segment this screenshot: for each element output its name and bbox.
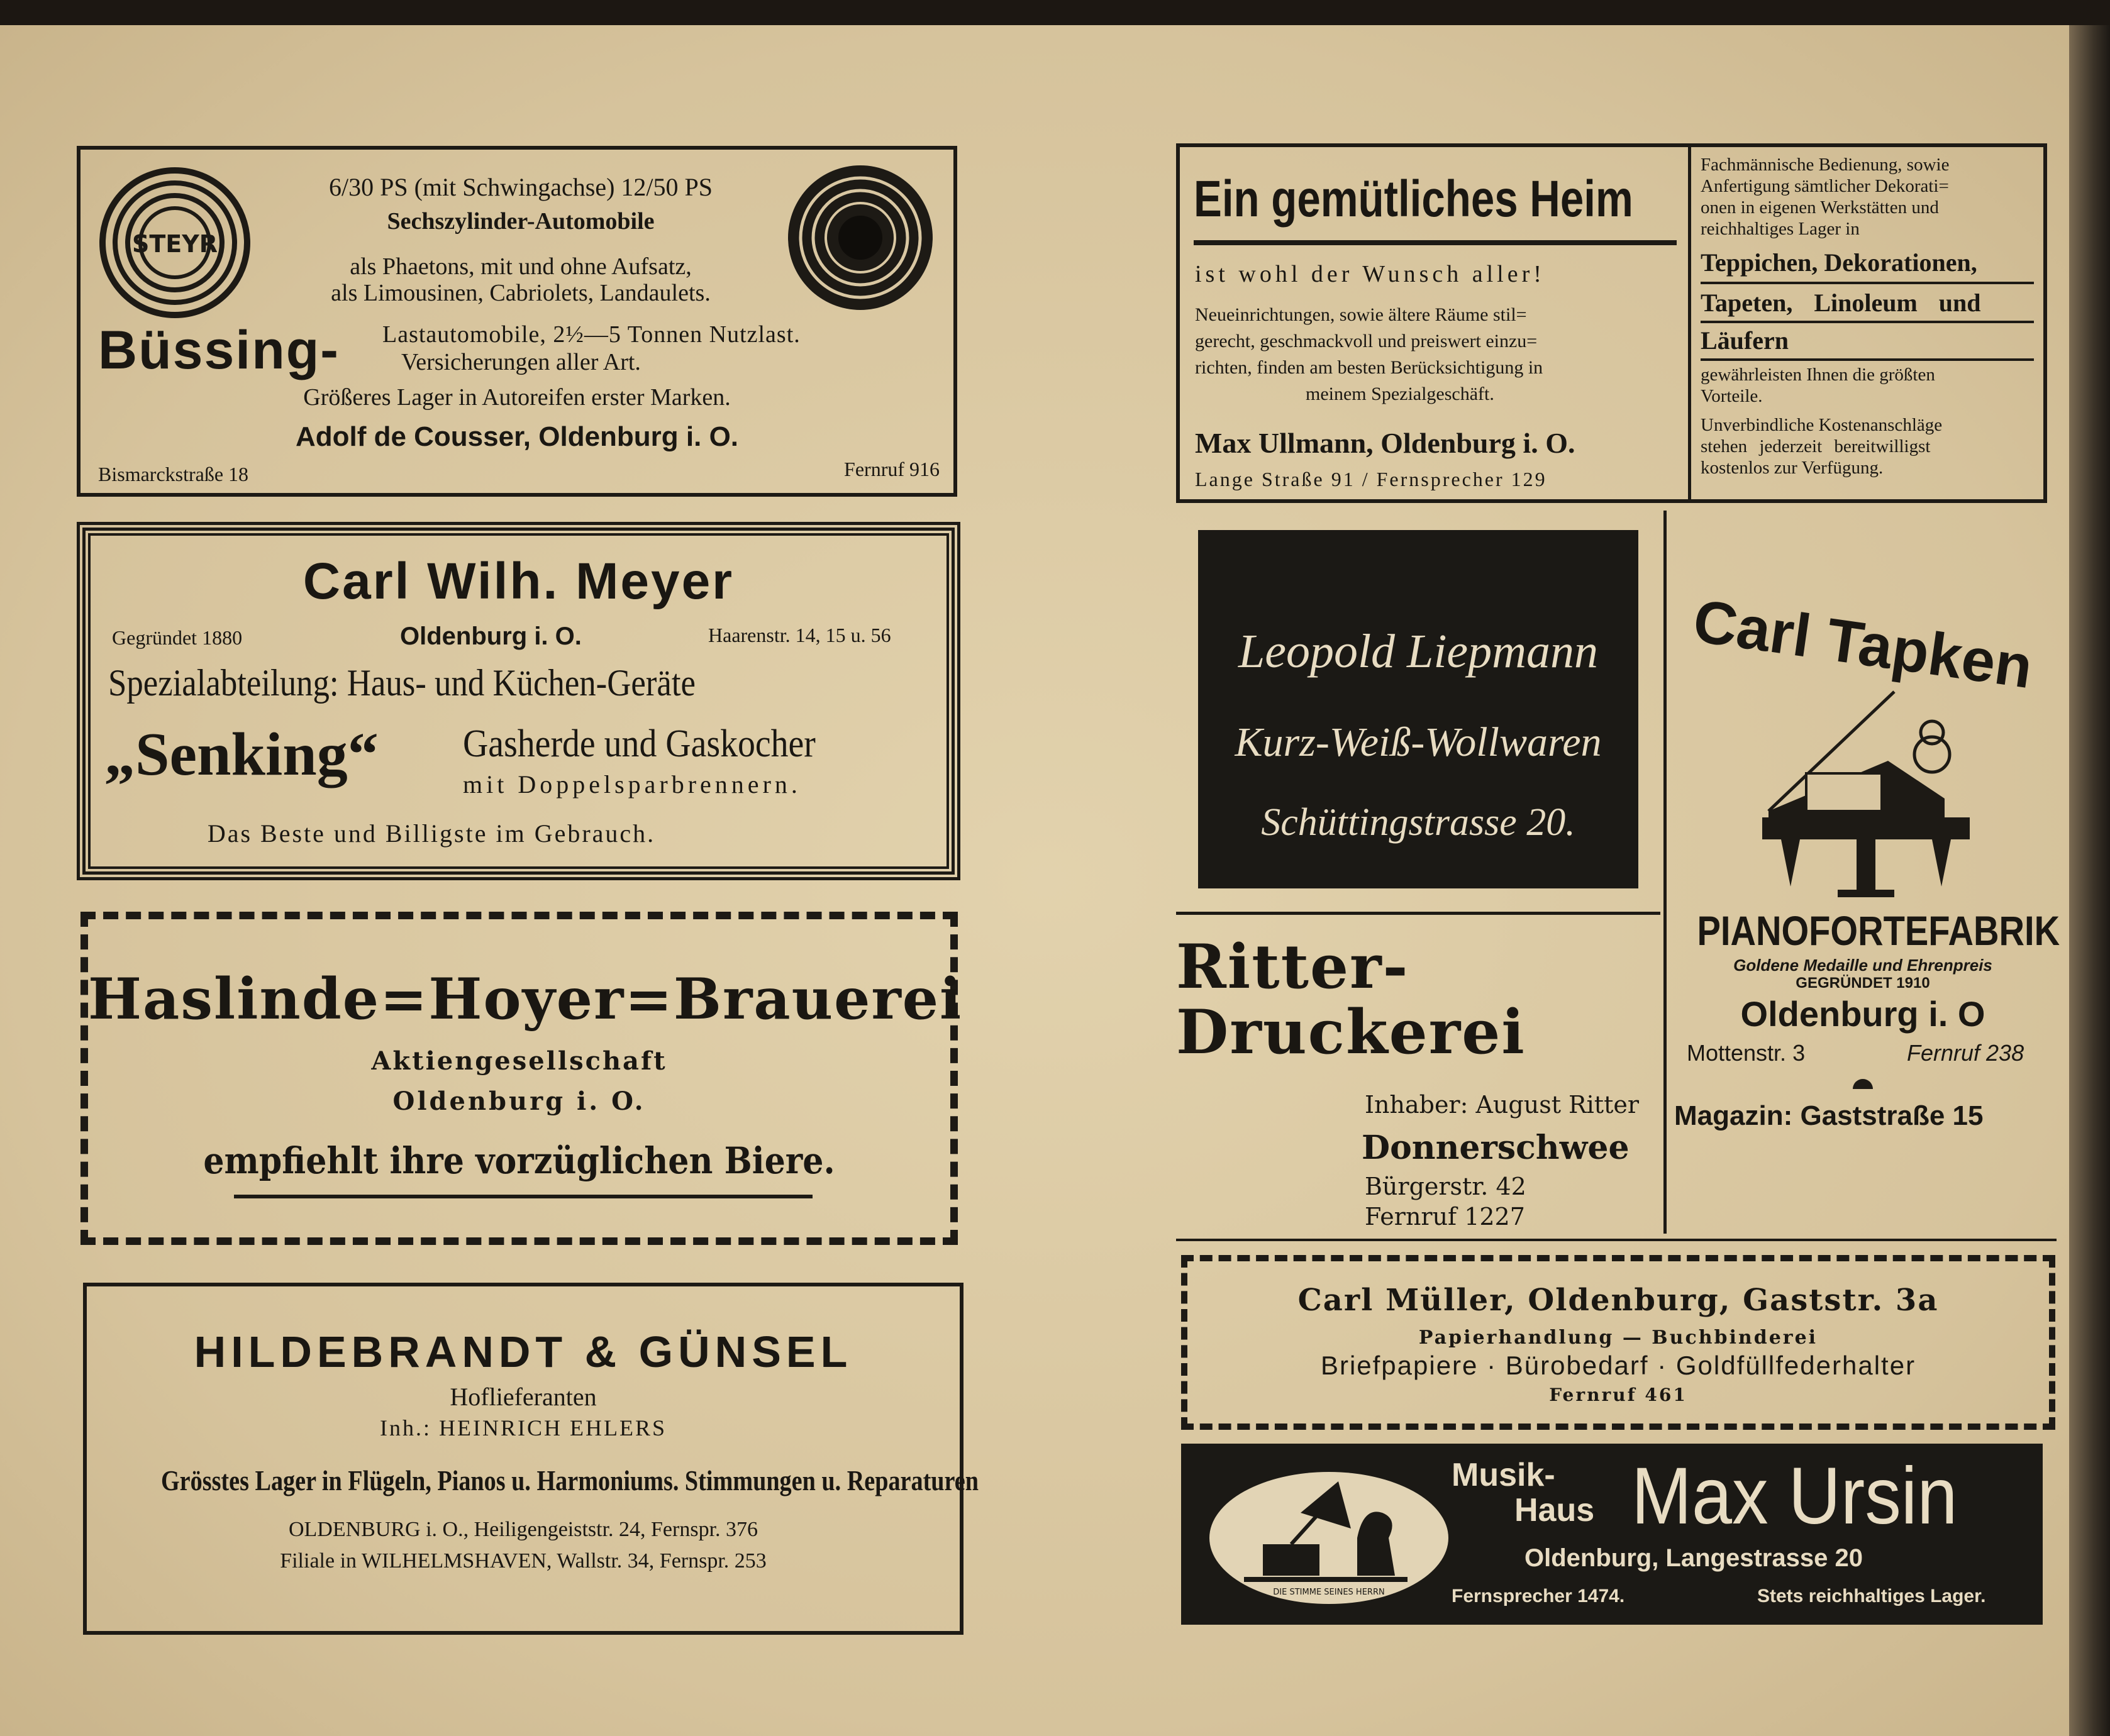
steyr-emblem-left-icon [99,167,250,318]
meyer-brand: „Senking“ [104,721,379,788]
haslinde-underline [234,1195,813,1198]
ullmann-r8: gewährleisten Ihnen die größten [1701,365,1935,385]
svg-text:DIE STIMME SEINES HERRN: DIE STIMME SEINES HERRN [1273,1588,1385,1597]
hildebrandt-offer: Grösstes Lager in Flügeln, Pianos u. Harmoniums. Stimmungen u. Reparaturen [160,1464,979,1496]
buessing-line3: als Phaetons, mit und ohne Aufsatz, [350,253,692,280]
buessing-line4: als Limousinen, Cabriolets, Landaulets. [331,280,711,306]
ullmann-divider [1688,147,1691,499]
buessing-line5: Lastautomobile, 2½—5 Tonnen Nutzlast. [382,321,801,348]
haslinde-ad [81,912,963,1245]
hildebrandt-title: HILDEBRANDT & GÜNSEL [194,1327,853,1376]
right-page-horizontal-rule [1176,1239,2057,1241]
ullmann-r7-rule [1701,358,2034,361]
scan-top-border [0,0,2110,25]
ursin-label2: Haus [1514,1492,1595,1529]
hildebrandt-owner: Inh.: HEINRICH EHLERS [380,1415,667,1440]
tapken-factory: PIANOFORTEFABRIK [1697,907,2060,954]
ullmann-sub: ist wohl der Wunsch aller! [1195,261,1545,287]
liepmann-goods: Kurz-Weiß-Wollwaren [1235,719,1602,765]
hildebrandt-addr1: OLDENBURG i. O., Heiligengeiststr. 24, Fernspr. 376 [288,1518,758,1541]
meyer-product: Gasherde und Gaskocher [463,722,816,765]
buessing-address: Bismarckstraße 18 [98,463,249,485]
ritter-ad [1176,912,1660,1232]
hildebrandt-addr2: Filiale in WILHELMSHAVEN, Wallstr. 34, Fernspr. 253 [280,1549,767,1573]
buessing-line2: Sechszylinder-Automobile [387,208,655,235]
mueller-ad [1181,1255,2055,1430]
buessing-line6: Versicherungen aller Art. [401,349,641,375]
buessing-line1: 6/30 PS (mit Schwingachse) 12/50 PS [328,173,713,201]
steyr-emblem-right-icon [785,162,936,313]
ullmann-r5-rule [1701,282,2034,284]
haslinde-title: Haslinde=Hoyer=Brauerei [88,966,963,1032]
mueller-title: Carl Müller, Oldenburg, Gaststr. 3a [1297,1283,1939,1318]
haslinde-city: Oldenburg i. O. [392,1086,646,1116]
ullmann-r6: Tapeten, Linoleum und [1701,289,1981,317]
tapken-mark-icon [1850,1076,1875,1092]
ritter-title2: Druckerei [1176,997,1526,1068]
tapken-phone: Fernruf 238 [1907,1040,2024,1066]
meyer-ad [77,522,960,880]
ursin-address: Oldenburg, Langestrasse 20 [1524,1544,1863,1572]
tapken-shop: Magazin: Gaststraße 15 [1674,1100,1984,1131]
ursin-label1: Musik- [1452,1457,1555,1493]
ritter-phone: Fernruf 1227 [1365,1203,1525,1230]
ullmann-body1: Neueinrichtungen, sowie ältere Räume stil= [1195,304,1527,325]
grand-piano-icon [1762,685,1976,899]
ullmann-r6-rule [1701,321,2034,323]
hildebrandt-ad [83,1283,979,1635]
tapken-medal: Goldene Medaille und Ehrenpreis [1733,956,1992,975]
ursin-slogan: Stets reichhaltiges Lager. [1757,1586,1986,1606]
tapken-street: Mottenstr. 3 [1687,1040,1806,1066]
ursin-phone: Fernsprecher 1474. [1452,1586,1625,1606]
ritter-district: Donnerschwee [1362,1129,1630,1167]
tapken-name: Carl Tapken [1689,587,2037,702]
mueller-sub: Papierhandlung — Buchbinderei [1418,1327,1818,1349]
ullmann-r11: stehen jederzeit bereitwilligst [1701,436,1931,456]
ullmann-ad [1176,143,2047,503]
ullmann-name: Max Ullmann, Oldenburg i. O. [1195,427,1575,459]
ullmann-r4: reichhaltiges Lager in [1701,219,1860,239]
svg-text:STEYR: STEYR [131,230,218,258]
ullmann-r2: Anfertigung sämtlicher Dekorati= [1701,176,1949,196]
right-page-vertical-rule [1663,511,1667,1234]
ullmann-body3: richten, finden am besten Berücksichtigung in [1195,357,1543,378]
ullmann-r3: onen in eigenen Werkstätten und [1701,197,1939,218]
liepmann-street: Schüttingstrasse 20. [1261,801,1575,844]
tapken-founded: GEGRÜNDET 1910 [1796,975,1930,992]
haslinde-sub: Aktiengesellschaft [371,1046,667,1076]
meyer-dept: Spezialabteilung: Haus- und Küchen-Geräte [108,662,696,704]
ullmann-body2: gerecht, geschmackvoll und preiswert einzu= [1195,331,1538,351]
ullmann-r10: Unverbindliche Kostenanschläge [1701,415,1943,435]
hildebrandt-sub: Hoflieferanten [450,1383,597,1411]
ullmann-r9: Vorteile. [1701,386,1763,406]
ullmann-headline: Ein gemütliches Heim [1194,170,1633,228]
haslinde-slogan: empfiehlt ihre vorzüglichen Biere. [203,1139,835,1182]
book-spine [2069,25,2110,1736]
meyer-founded: Gegründet 1880 [112,626,243,649]
ursin-name: Max Ursin [1631,1451,1958,1541]
meyer-street: Haarenstr. 14, 15 u. 56 [708,624,891,646]
ullmann-r12: kostenlos zur Verfügung. [1701,458,1884,478]
buessing-brand: Büssing- [98,320,340,380]
ritter-street: Bürgerstr. 42 [1365,1173,1526,1200]
tapken-ad [1668,566,2058,1169]
meyer-product2: mit Doppelsparbrennern. [463,770,801,799]
ullmann-r5: Teppichen, Dekorationen, [1701,248,1977,277]
ullmann-address: Lange Straße 91 / Fernsprecher 129 [1195,468,1547,490]
buessing-phone: Fernruf 916 [844,458,940,480]
buessing-line7: Größeres Lager in Autoreifen erster Marken. [303,384,731,411]
ullmann-r7: Läufern [1701,326,1789,355]
meyer-city: Oldenburg i. O. [400,622,582,650]
meyer-slogan: Das Beste und Billigste im Gebrauch. [207,819,656,848]
mueller-phone: Fernruf 461 [1549,1385,1687,1405]
tapken-city: Oldenburg i. O [1740,994,1985,1034]
mueller-goods: Briefpapiere · Bürobedarf · Goldfüllfederhalter [1320,1351,1916,1380]
ullmann-body4: meinem Spezialgeschäft. [1306,384,1494,404]
ritter-owner: Inhaber: August Ritter [1365,1091,1639,1119]
liepmann-ad [1198,530,1638,888]
liepmann-name: Leopold Liepmann [1238,625,1599,678]
ursin-ad [1181,1444,2043,1625]
buessing-dealer: Adolf de Cousser, Oldenburg i. O. [295,421,739,452]
buessing-ad [77,146,957,497]
ullmann-r1: Fachmännische Bedienung, sowie [1701,155,1950,175]
ullmann-rule [1194,240,1677,245]
meyer-title: Carl Wilh. Meyer [303,553,735,610]
gramophone-dog-icon [1206,1469,1452,1607]
ritter-title1: Ritter- [1176,931,1409,1002]
